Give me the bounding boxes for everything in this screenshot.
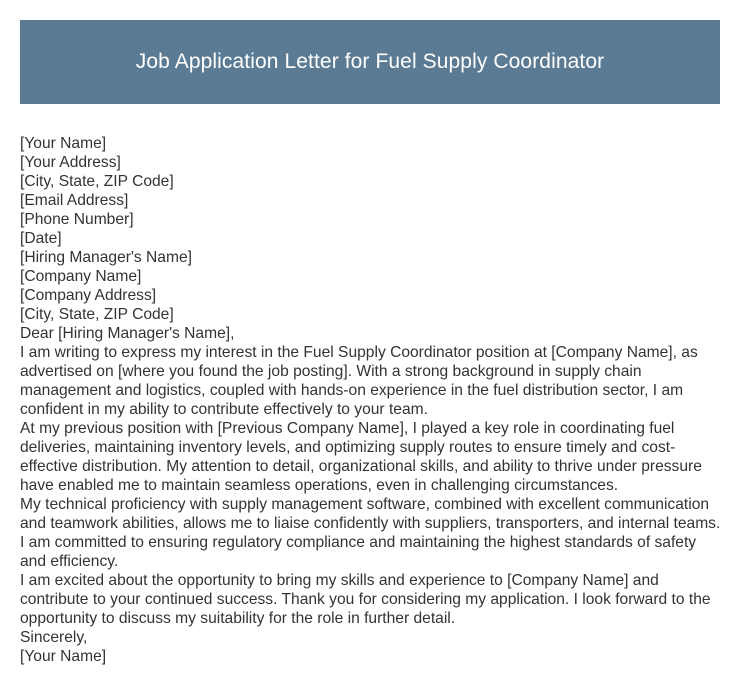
- company-address: [Company Address]: [20, 287, 157, 304]
- page-title: Job Application Letter for Fuel Supply Coordinator: [135, 50, 605, 73]
- closing: Sincerely,: [20, 629, 88, 646]
- paragraph-closing: I am excited about the opportunity to bring my skills and experience to [Company Name] and contribute to your continued success. Thank you for considering my application. I look forward to the opportunity to discuss my suitability for the role in further detail.: [20, 572, 711, 627]
- title-banner: [20, 20, 720, 104]
- letter-date: [Date]: [20, 230, 62, 247]
- paragraph-experience: At my previous position with [Previous Company Name], I played a key role in coordinating fuel deliveries, maintaining inventory levels, and optimizing supply routes to ensure timely and cost-effective distribution. My attention to detail, organizational skills, and ability to thrive under pressure have enabled me to maintain seamless operations, even in challenging circumstances.: [20, 420, 702, 494]
- sender-phone: [Phone Number]: [20, 211, 134, 228]
- paragraph-intro: I am writing to express my interest in the Fuel Supply Coordinator position at [Company Name], as advertised on [where you found the job posting]. With a strong background in supply chain management and logistics, coupled with hands-on experience in the fuel distribution sector, I am confident in my ability to contribute effectively to your team.: [20, 344, 698, 418]
- salutation: Dear [Hiring Manager's Name],: [20, 325, 235, 342]
- recipient-name: [Hiring Manager's Name]: [20, 249, 192, 266]
- signature: [Your Name]: [20, 648, 107, 665]
- company-name: [Company Name]: [20, 268, 142, 285]
- sender-city: [City, State, ZIP Code]: [20, 173, 174, 190]
- sender-email: [Email Address]: [20, 192, 129, 209]
- sender-address: [Your Address]: [20, 154, 121, 171]
- paragraph-skills: My technical proficiency with supply management software, combined with excellent communication and teamwork abilities, allows me to liaise confidently with suppliers, transporters, and internal teams. I am committed to ensuring regulatory compliance and maintaining the highest standards of safety and efficiency.: [20, 496, 721, 570]
- letter-body: [20, 134, 724, 666]
- company-city: [City, State, ZIP Code]: [20, 306, 174, 323]
- sender-name: [Your Name]: [20, 135, 107, 152]
